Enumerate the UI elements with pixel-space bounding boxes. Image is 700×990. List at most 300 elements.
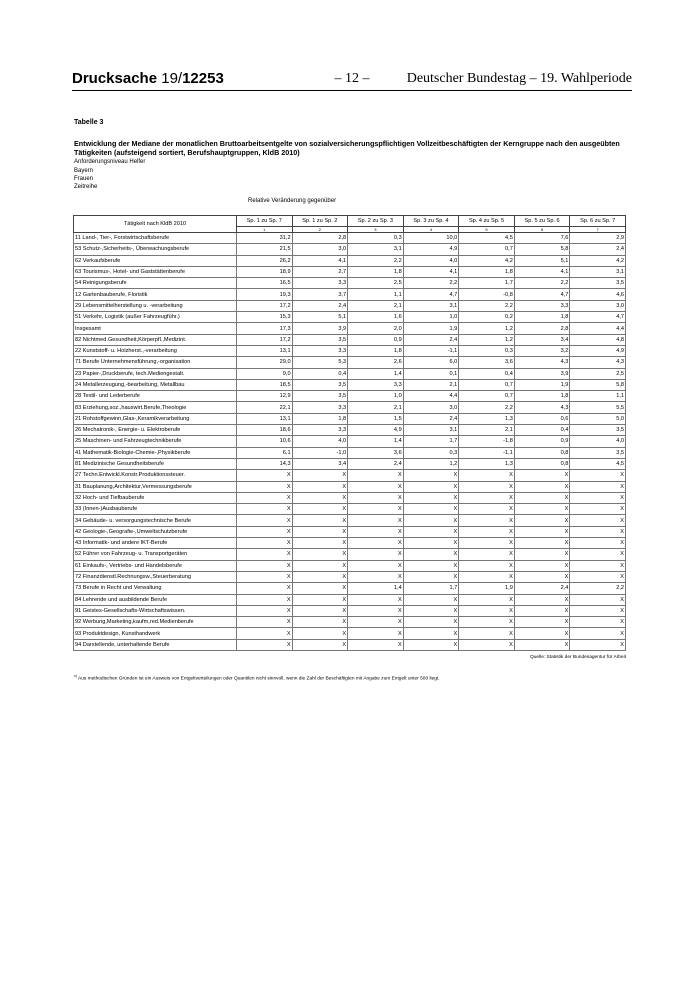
table-row xyxy=(74,470,626,481)
row-label: 21 Rohstoffgewinn,Glas-,Keramikverarbeitung xyxy=(74,413,237,424)
cell-value: 4,1 xyxy=(403,266,459,277)
cell-value: 2,4 xyxy=(570,244,626,255)
cell-value: 3,5 xyxy=(570,447,626,458)
cell-value: 3,6 xyxy=(348,447,404,458)
cell-value: 2,8 xyxy=(514,323,570,334)
row-label: 26 Mechatronik-, Energie- u. Elektroberufe xyxy=(74,425,237,436)
cell-value: -1,1 xyxy=(459,447,515,458)
cell-value: X xyxy=(514,515,570,526)
row-label: 27 Techn.Entwickl.Konstr.Produktionssteuer. xyxy=(74,470,237,481)
cell-value: X xyxy=(292,617,348,628)
cell-value: X xyxy=(570,515,626,526)
cell-value: 1,4 xyxy=(348,436,404,447)
cell-value: 1,0 xyxy=(348,391,404,402)
cell-value: 1,9 xyxy=(459,583,515,594)
cell-value: X xyxy=(403,515,459,526)
cell-value: 19,3 xyxy=(237,289,293,300)
cell-value: 1,8 xyxy=(348,266,404,277)
cell-value: 18,9 xyxy=(237,266,293,277)
cell-value: X xyxy=(570,628,626,639)
cell-value: 1,7 xyxy=(403,436,459,447)
cell-value: X xyxy=(348,571,404,582)
cell-value: 3,5 xyxy=(292,379,348,390)
cell-value: 17,2 xyxy=(237,334,293,345)
cell-value: X xyxy=(570,492,626,503)
column-header: Sp. 2 zu Sp. 3 xyxy=(348,216,404,227)
table-row xyxy=(74,571,626,582)
table-row xyxy=(74,345,626,356)
column-header: Sp. 5 zu Sp. 6 xyxy=(514,216,570,227)
cell-value: 0,3 xyxy=(459,345,515,356)
row-label: 84 Lehrende und ausbildende Berufe xyxy=(74,594,237,605)
cell-value: 3,5 xyxy=(570,278,626,289)
row-label: 25 Maschinen- und Fahrzeugtechnikberufe xyxy=(74,436,237,447)
table-row xyxy=(74,368,626,379)
cell-value: X xyxy=(459,470,515,481)
cell-value: X xyxy=(348,504,404,515)
cell-value: 4,9 xyxy=(348,425,404,436)
cell-value: X xyxy=(403,605,459,616)
cell-value: X xyxy=(292,526,348,537)
cell-value: X xyxy=(570,560,626,571)
cell-value: 15,3 xyxy=(237,312,293,323)
table-row xyxy=(74,560,626,571)
cell-value: X xyxy=(348,515,404,526)
cell-value: X xyxy=(459,605,515,616)
cell-value: 12,9 xyxy=(237,391,293,402)
cell-value: 2,1 xyxy=(348,300,404,311)
cell-value: 4,6 xyxy=(570,289,626,300)
table-row xyxy=(74,391,626,402)
cell-value: 3,9 xyxy=(514,368,570,379)
cell-value: X xyxy=(237,594,293,605)
row-label: 62 Verkaufsberufe xyxy=(74,255,237,266)
cell-value: 4,3 xyxy=(570,357,626,368)
cell-value: 0,8 xyxy=(514,447,570,458)
cell-value: 0,6 xyxy=(514,413,570,424)
cell-value: 0,1 xyxy=(403,368,459,379)
cell-value: 9,0 xyxy=(237,368,293,379)
table-row xyxy=(74,413,626,424)
row-label: 61 Einkaufs-, Vertriebs- und Handelsberufe xyxy=(74,560,237,571)
column-number: 3 xyxy=(348,227,404,233)
cell-value: 0,2 xyxy=(459,312,515,323)
page-number: – 12 – xyxy=(334,71,370,86)
cell-value: 2,5 xyxy=(348,278,404,289)
cell-value: 1,8 xyxy=(514,312,570,323)
cell-value: 3,4 xyxy=(292,458,348,469)
cell-value: X xyxy=(459,617,515,628)
table-label: Tabelle 3 xyxy=(74,119,104,126)
table-row xyxy=(74,278,626,289)
cell-value: 1,4 xyxy=(348,583,404,594)
row-label: 72 Finanzdienstl.Rechnungsw.,Steuerberatung xyxy=(74,571,237,582)
table-row xyxy=(74,379,626,390)
cell-value: X xyxy=(237,504,293,515)
cell-value: X xyxy=(459,571,515,582)
cell-value: X xyxy=(459,560,515,571)
cell-value: 4,2 xyxy=(459,255,515,266)
row-label: 22 Kunststoff- u. Holzherst.,-verarbeitung xyxy=(74,345,237,356)
cell-value: X xyxy=(292,571,348,582)
cell-value: 1,1 xyxy=(348,289,404,300)
cell-value: X xyxy=(292,594,348,605)
cell-value: X xyxy=(292,583,348,594)
column-number: 7 xyxy=(570,227,626,233)
table-row xyxy=(74,492,626,503)
cell-value: 2,2 xyxy=(514,278,570,289)
meta-time-series: Zeitreihe xyxy=(74,184,98,190)
cell-value: 3,3 xyxy=(292,425,348,436)
cell-value: X xyxy=(459,526,515,537)
cell-value: -1,8 xyxy=(459,436,515,447)
cell-value: X xyxy=(292,481,348,492)
cell-value: X xyxy=(570,470,626,481)
cell-value: X xyxy=(514,617,570,628)
cell-value: 4,3 xyxy=(514,402,570,413)
cell-value: 3,6 xyxy=(459,357,515,368)
cell-value: 1,0 xyxy=(403,312,459,323)
table-row xyxy=(74,300,626,311)
row-label: 43 Informatik- und andere IKT-Berufe xyxy=(74,538,237,549)
cell-value: X xyxy=(403,594,459,605)
table-row xyxy=(74,481,626,492)
page-header xyxy=(72,70,632,91)
cell-value: X xyxy=(237,628,293,639)
cell-value: 3,7 xyxy=(292,289,348,300)
cell-value: 31,2 xyxy=(237,233,293,244)
cell-value: X xyxy=(348,538,404,549)
cell-value: X xyxy=(514,549,570,560)
row-label: 24 Metallerzeugung,-bearbeitung, Metallbau xyxy=(74,379,237,390)
cell-value: 3,1 xyxy=(570,266,626,277)
cell-value: X xyxy=(403,549,459,560)
cell-value: X xyxy=(459,515,515,526)
cell-value: X xyxy=(514,538,570,549)
row-label: 93 Produktdesign, Kunsthandwerk xyxy=(74,628,237,639)
cell-value: X xyxy=(237,560,293,571)
cell-value: 10,6 xyxy=(237,436,293,447)
table-row xyxy=(74,538,626,549)
cell-value: 1,2 xyxy=(403,458,459,469)
cell-value: 3,2 xyxy=(514,345,570,356)
cell-value: 4,1 xyxy=(514,266,570,277)
cell-value: X xyxy=(403,639,459,650)
row-label: 33 (Innen-)Ausbauberufe xyxy=(74,504,237,515)
cell-value: 0,7 xyxy=(459,379,515,390)
cell-value: X xyxy=(348,617,404,628)
cell-value: X xyxy=(348,605,404,616)
cell-value: 6,1 xyxy=(237,447,293,458)
meta-requirement-level: Anforderungsniveau Helfer xyxy=(74,159,146,165)
cell-value: 2,9 xyxy=(570,233,626,244)
cell-value: 2,8 xyxy=(292,233,348,244)
cell-value: 4,2 xyxy=(570,255,626,266)
cell-value: 2,2 xyxy=(348,255,404,266)
cell-value: X xyxy=(459,481,515,492)
cell-value: 1,2 xyxy=(459,323,515,334)
cell-value: -0,8 xyxy=(459,289,515,300)
cell-value: X xyxy=(403,470,459,481)
footnote xyxy=(74,674,440,682)
cell-value: 4,0 xyxy=(570,436,626,447)
cell-value: X xyxy=(459,639,515,650)
cell-value: X xyxy=(237,605,293,616)
cell-value: X xyxy=(348,470,404,481)
cell-value: 4,5 xyxy=(570,458,626,469)
cell-value: 3,5 xyxy=(292,334,348,345)
cell-value: X xyxy=(570,504,626,515)
cell-value: X xyxy=(237,515,293,526)
cell-value: X xyxy=(403,617,459,628)
cell-value: X xyxy=(459,628,515,639)
cell-value: 4,7 xyxy=(403,289,459,300)
footnote-mark: x) xyxy=(74,674,77,678)
table-row xyxy=(74,266,626,277)
cell-value: 6,0 xyxy=(403,357,459,368)
cell-value: 18,6 xyxy=(237,425,293,436)
table-row xyxy=(74,605,626,616)
row-label: 12 Gartenbauberufe, Floristik xyxy=(74,289,237,300)
cell-value: 2,1 xyxy=(403,379,459,390)
cell-value: X xyxy=(514,605,570,616)
cell-value: X xyxy=(237,492,293,503)
cell-value: X xyxy=(459,549,515,560)
cell-value: X xyxy=(237,571,293,582)
table-row xyxy=(74,425,626,436)
cell-value: X xyxy=(237,481,293,492)
cell-value: 1,3 xyxy=(459,413,515,424)
cell-value: 17,3 xyxy=(237,323,293,334)
cell-value: X xyxy=(459,594,515,605)
cell-value: X xyxy=(237,583,293,594)
cell-value: 4,5 xyxy=(459,233,515,244)
cell-value: 0,4 xyxy=(514,425,570,436)
publisher: Deutscher Bundestag – 19. Wahlperiode xyxy=(406,71,632,86)
cell-value: X xyxy=(514,560,570,571)
cell-value: X xyxy=(348,481,404,492)
row-label: 83 Erziehung,soz.,hauswirt.Berufe,Theologie xyxy=(74,402,237,413)
cell-value: X xyxy=(570,605,626,616)
column-header: Sp. 1 zu Sp. 2 xyxy=(292,216,348,227)
row-label: 34 Gebäude- u. versorgungstechnische Berufe xyxy=(74,515,237,526)
cell-value: X xyxy=(292,538,348,549)
cell-value: X xyxy=(292,515,348,526)
cell-value: 13,1 xyxy=(237,413,293,424)
cell-value: 4,3 xyxy=(514,357,570,368)
row-label: 29 Lebensmittelherstellung u. -verarbeitung xyxy=(74,300,237,311)
cell-value: X xyxy=(237,639,293,650)
cell-value: -1,0 xyxy=(292,447,348,458)
cell-value: 3,0 xyxy=(403,402,459,413)
table-row xyxy=(74,357,626,368)
cell-value: X xyxy=(570,617,626,628)
data-table xyxy=(73,215,626,651)
cell-value: 3,5 xyxy=(292,391,348,402)
row-label: 91 Geistes-Gesellschafts-Wirtschaftswissen. xyxy=(74,605,237,616)
row-label: 54 Reinigungsberufe xyxy=(74,278,237,289)
column-number: 2 xyxy=(292,227,348,233)
cell-value: X xyxy=(292,639,348,650)
table-row xyxy=(74,526,626,537)
cell-value: X xyxy=(514,639,570,650)
cell-value: X xyxy=(514,571,570,582)
row-label: 52 Führer von Fahrzeug- u. Transportgeräten xyxy=(74,549,237,560)
cell-value: 3,1 xyxy=(403,300,459,311)
cell-value: 3,0 xyxy=(292,244,348,255)
cell-value: X xyxy=(570,594,626,605)
cell-value: 4,9 xyxy=(403,244,459,255)
cell-value: 3,3 xyxy=(292,345,348,356)
cell-value: X xyxy=(403,481,459,492)
table-row xyxy=(74,583,626,594)
cell-value: X xyxy=(514,470,570,481)
footnote-text: Aus methodischen Gründen ist ein Ausweis von Entgeltverteilungen oder Quantilen nicht sinnvoll, wenn die Zahl der Beschäftigten mit Angabe zum Entgelt unter 500 liegt. xyxy=(78,676,440,682)
table-row xyxy=(74,312,626,323)
cell-value: X xyxy=(348,639,404,650)
table-row xyxy=(74,447,626,458)
cell-value: X xyxy=(403,526,459,537)
cell-value: 2,4 xyxy=(292,300,348,311)
cell-value: 3,1 xyxy=(348,244,404,255)
cell-value: X xyxy=(570,526,626,537)
table-row xyxy=(74,628,626,639)
cell-value: 3,3 xyxy=(348,379,404,390)
cell-value: X xyxy=(403,560,459,571)
cell-value: 4,7 xyxy=(514,289,570,300)
cell-value: 4,9 xyxy=(570,345,626,356)
column-number: 5 xyxy=(459,227,515,233)
row-label: 92 Werbung,Marketing,kaufm,red.Medienberufe xyxy=(74,617,237,628)
table-row xyxy=(74,639,626,650)
cell-value: 1,1 xyxy=(570,391,626,402)
row-label: 31 Bauplanung,Architektur,Vermessungsberufe xyxy=(74,481,237,492)
cell-value: X xyxy=(348,628,404,639)
column-header-activity: Tätigkeit nach KldB 2010 xyxy=(74,216,237,233)
row-label: Insgesamt xyxy=(74,323,237,334)
cell-value: X xyxy=(292,560,348,571)
table-row xyxy=(74,233,626,244)
table-row xyxy=(74,402,626,413)
cell-value: X xyxy=(514,526,570,537)
cell-value: X xyxy=(348,526,404,537)
cell-value: 0,7 xyxy=(459,244,515,255)
row-label: 63 Tourismus-, Hotel- und Gaststättenberufe xyxy=(74,266,237,277)
cell-value: X xyxy=(292,549,348,560)
cell-value: X xyxy=(348,594,404,605)
column-number: 1 xyxy=(237,227,293,233)
cell-value: 4,4 xyxy=(403,391,459,402)
cell-value: 0,9 xyxy=(348,334,404,345)
cell-value: 5,8 xyxy=(514,244,570,255)
cell-value: 5,1 xyxy=(514,255,570,266)
cell-value: X xyxy=(459,492,515,503)
column-header: Sp. 4 zu Sp. 5 xyxy=(459,216,515,227)
cell-value: X xyxy=(514,594,570,605)
row-label: 53 Schutz-,Sicherheits-, Überwachungsberufe xyxy=(74,244,237,255)
cell-value: 1,3 xyxy=(459,458,515,469)
cell-value: 1,9 xyxy=(403,323,459,334)
cell-value: X xyxy=(570,571,626,582)
cell-value: 1,5 xyxy=(348,413,404,424)
cell-value: 2,1 xyxy=(348,402,404,413)
cell-value: 4,1 xyxy=(292,255,348,266)
cell-value: 4,0 xyxy=(403,255,459,266)
cell-value: X xyxy=(514,628,570,639)
cell-value: 5,0 xyxy=(570,413,626,424)
cell-value: 1,6 xyxy=(348,312,404,323)
cell-value: 0,3 xyxy=(348,233,404,244)
cell-value: 2,4 xyxy=(403,334,459,345)
cell-value: X xyxy=(237,617,293,628)
table-row xyxy=(74,323,626,334)
cell-value: 5,5 xyxy=(570,402,626,413)
cell-value: 1,8 xyxy=(514,391,570,402)
row-label: 81 Medizinische Gesundheitsberufe xyxy=(74,458,237,469)
cell-value: -1,1 xyxy=(403,345,459,356)
table-row xyxy=(74,594,626,605)
column-number: 4 xyxy=(403,227,459,233)
cell-value: X xyxy=(292,504,348,515)
meta-region: Bayern xyxy=(74,168,94,174)
cell-value: 14,3 xyxy=(237,458,293,469)
cell-value: X xyxy=(292,492,348,503)
cell-value: X xyxy=(459,538,515,549)
cell-value: 16,5 xyxy=(237,278,293,289)
cell-value: 2,7 xyxy=(292,266,348,277)
source-note: Quelle: Statistik der Bundesagentur für Arbeit xyxy=(530,655,626,660)
cell-value: 5,3 xyxy=(292,357,348,368)
cell-value: 2,2 xyxy=(570,583,626,594)
cell-value: 29,0 xyxy=(237,357,293,368)
table-row xyxy=(74,436,626,447)
cell-value: 5,8 xyxy=(570,379,626,390)
column-header: Sp. 3 zu Sp. 4 xyxy=(403,216,459,227)
cell-value: X xyxy=(292,605,348,616)
cell-value: 0,8 xyxy=(514,458,570,469)
cell-value: X xyxy=(348,560,404,571)
table-row xyxy=(74,515,626,526)
cell-value: 2,2 xyxy=(403,278,459,289)
cell-value: 1,2 xyxy=(459,334,515,345)
cell-value: 4,7 xyxy=(570,312,626,323)
cell-value: 1,8 xyxy=(348,345,404,356)
cell-value: 0,7 xyxy=(459,391,515,402)
cell-value: 21,5 xyxy=(237,244,293,255)
cell-value: X xyxy=(514,492,570,503)
cell-value: 0,3 xyxy=(403,447,459,458)
cell-value: 5,1 xyxy=(292,312,348,323)
meta-gender: Frauen xyxy=(74,176,94,182)
cell-value: 2,4 xyxy=(514,583,570,594)
cell-value: X xyxy=(403,504,459,515)
cell-value: 4,8 xyxy=(570,334,626,345)
cell-value: X xyxy=(348,492,404,503)
cell-value: 3,3 xyxy=(292,278,348,289)
cell-value: X xyxy=(459,504,515,515)
cell-value: X xyxy=(403,492,459,503)
cell-value: 0,9 xyxy=(514,436,570,447)
column-header: Sp. 1 zu Sp. 7 xyxy=(237,216,293,227)
table-row xyxy=(74,255,626,266)
table-row xyxy=(74,617,626,628)
cell-value: 13,1 xyxy=(237,345,293,356)
cell-value: X xyxy=(237,538,293,549)
cell-value: 1,8 xyxy=(459,266,515,277)
table-row xyxy=(74,244,626,255)
cell-value: X xyxy=(403,628,459,639)
cell-value: 3,0 xyxy=(570,300,626,311)
